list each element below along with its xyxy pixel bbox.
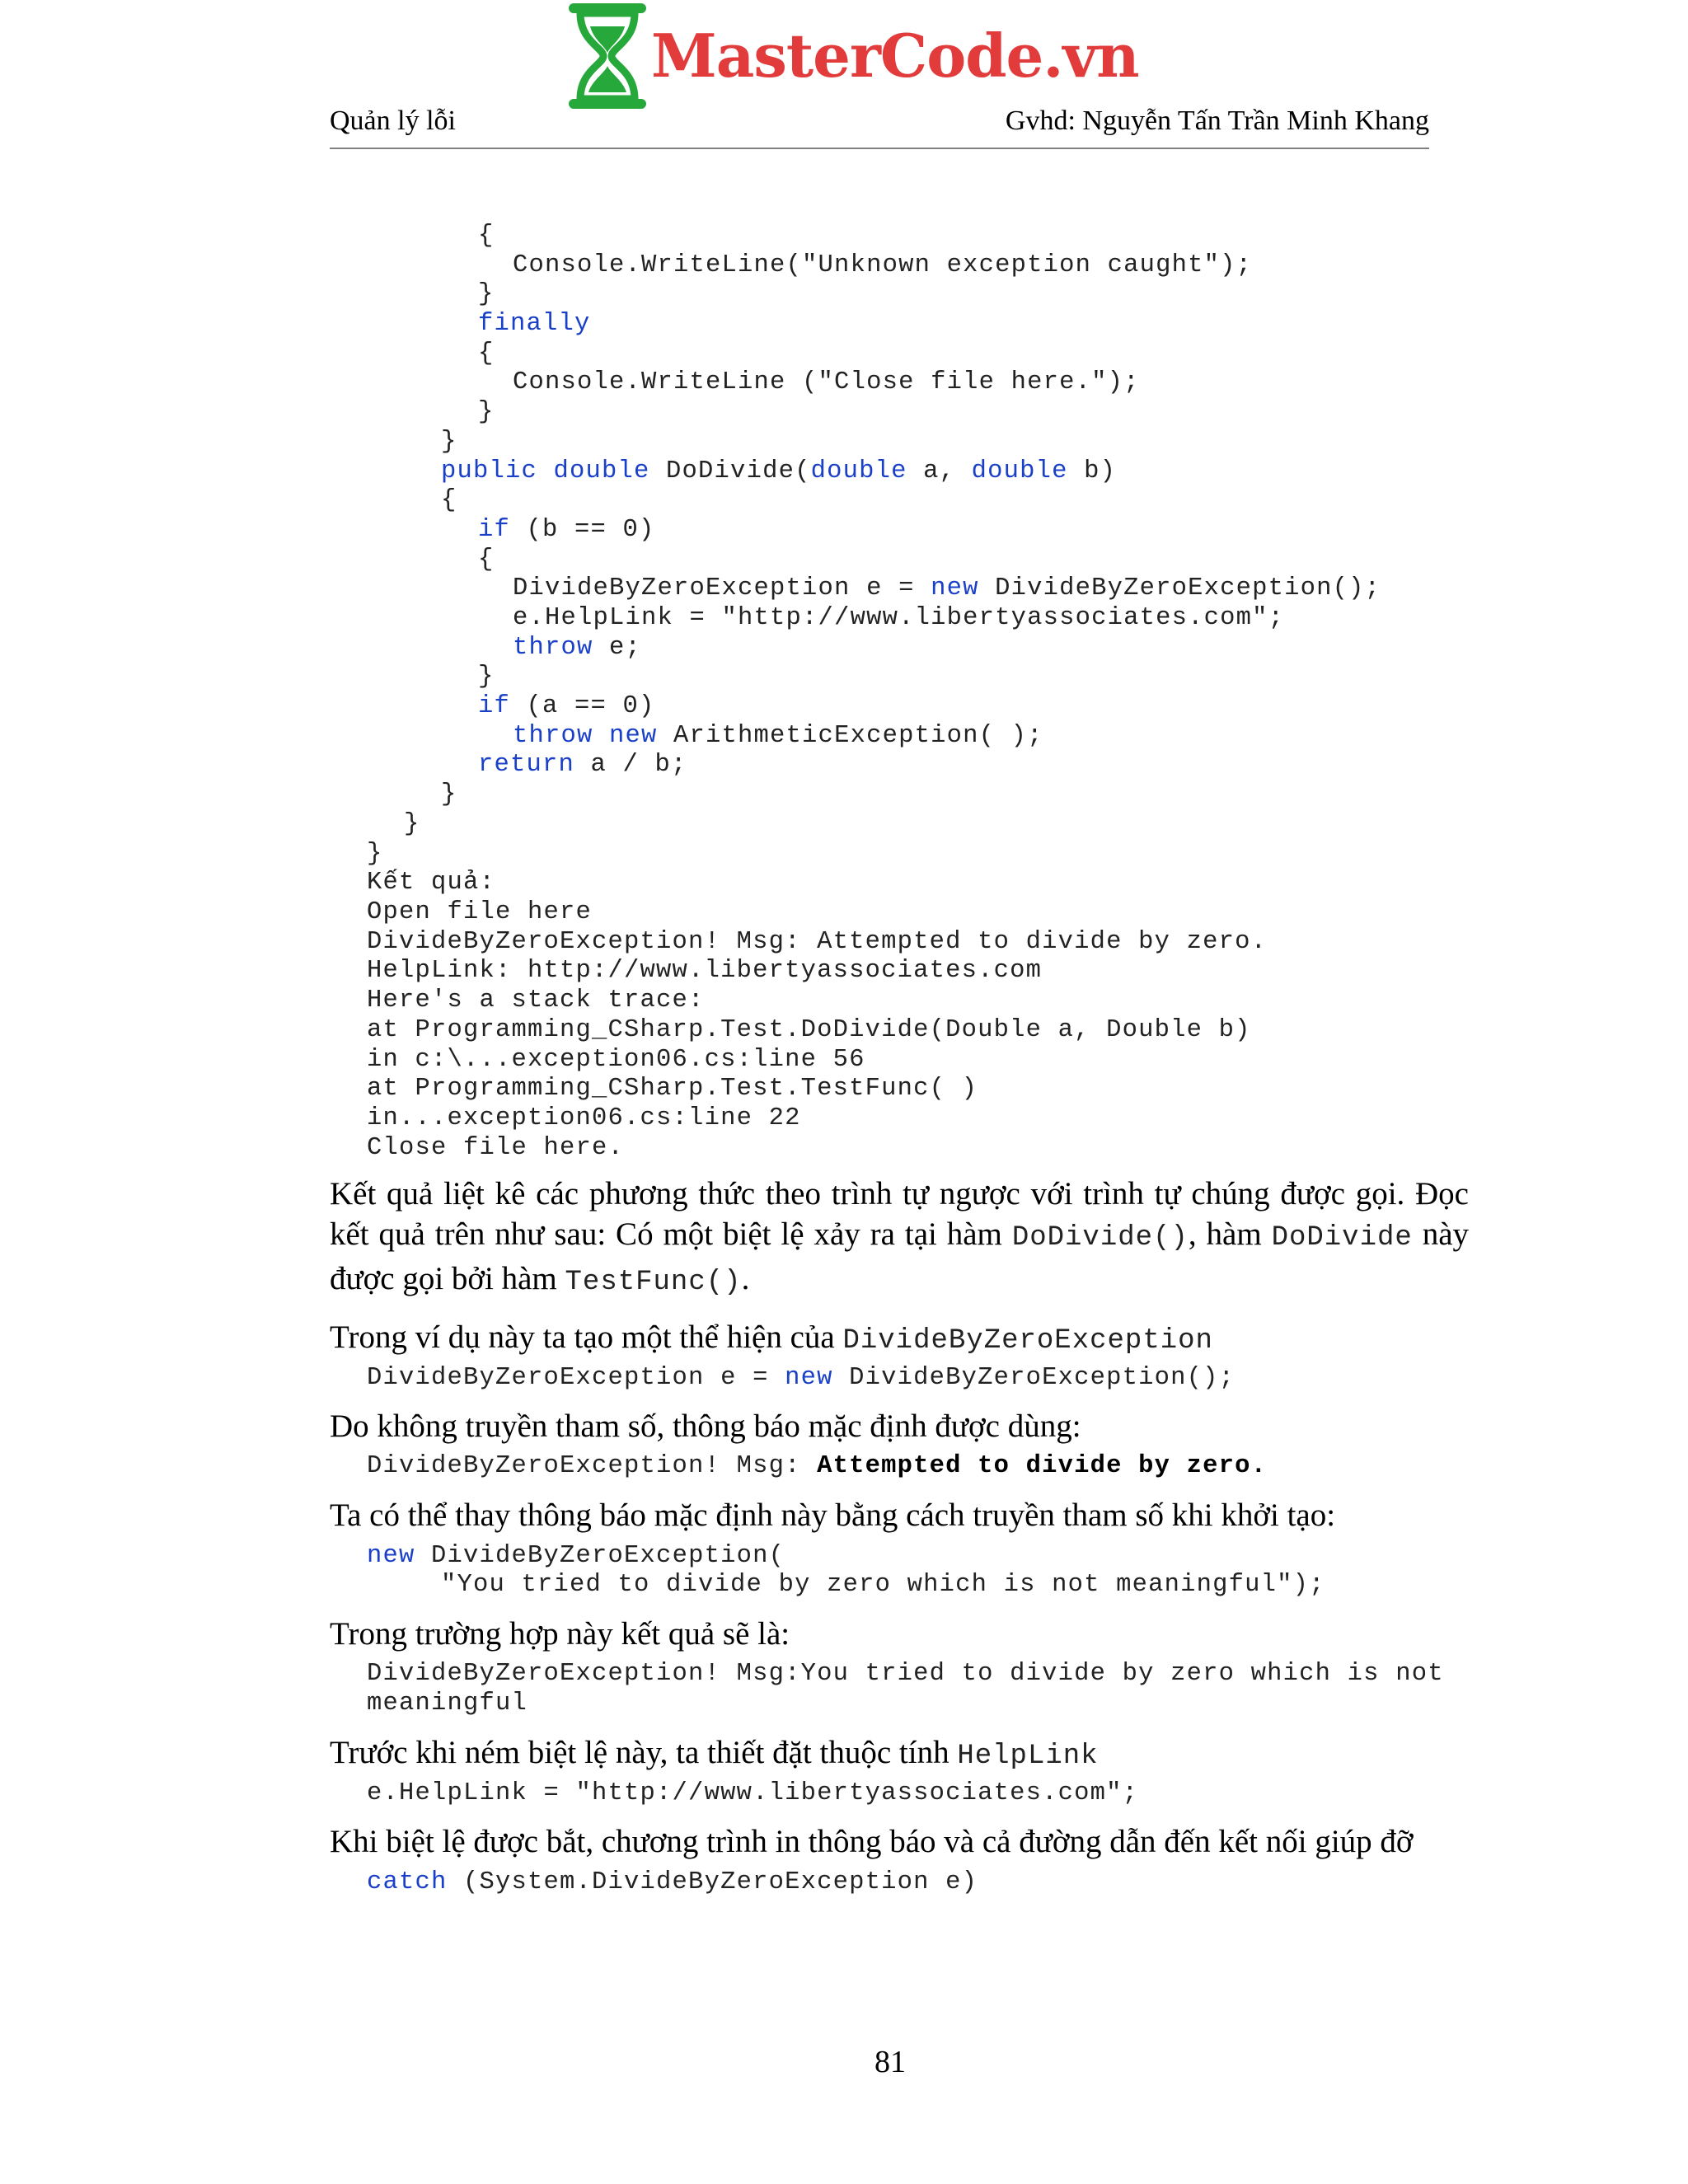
code-keyword: return [478,751,575,779]
inline-code: DoDivide() [1011,1222,1189,1254]
output-line: in...exception06.cs:line 22 [367,1104,801,1132]
output-line: in c:\...exception06.cs:line 56 [367,1046,865,1074]
code-line: } [478,280,495,308]
text: Trước khi ném biệt lệ này, ta thiết đặt thuộc tính [330,1735,958,1770]
code-text: (a == 0) [510,692,655,720]
code-keyword: public double [441,457,650,485]
code-keyword: new [931,574,979,602]
text: này được gọi bởi hàm [330,1216,1470,1296]
code-text: DivideByZeroException(); [978,574,1381,602]
output-line: Close file here. [367,1134,625,1162]
code-line [513,721,1043,751]
paragraph-explanation [330,1174,1469,1303]
code-line [513,574,1381,603]
code-line: e.HelpLink = "http://www.libertyassociates.com"; [367,1779,1139,1807]
code-line: { [478,222,495,250]
header-chapter-title: Quản lý lỗi [330,105,456,136]
paragraph-custom-message: Ta có thể thay thông báo mặc định này bằng cách truyền tham số khi khởi tạo: [330,1497,1336,1533]
code-keyword: new [785,1364,833,1392]
text: . [741,1261,750,1296]
code-line: } [478,398,495,426]
paragraph-example [330,1317,1467,1361]
output-line: Open file here [367,898,593,926]
header-divider [330,148,1429,149]
code-line [367,1868,978,1897]
code-keyword: throw [513,634,593,662]
code-line: } [404,810,420,838]
code-keyword: double [971,457,1068,485]
code-keyword: if [478,516,511,544]
code-keyword: catch [367,1868,448,1896]
code-text: b) [1067,457,1117,485]
inline-code: DivideByZeroException [842,1325,1213,1357]
code-text: (System.DivideByZeroException e) [447,1868,978,1896]
code-text: DivideByZeroException(); [832,1364,1236,1392]
output-line: at Programming_CSharp.Test.TestFunc( ) [367,1075,978,1103]
code-line: "You tried to divide by zero which is not meaningful"); [441,1571,1325,1599]
code-text: DivideByZeroException! Msg: [367,1452,818,1480]
code-line [441,457,1116,486]
code-line: e.HelpLink = "http://www.libertyassociates.com"; [513,604,1285,632]
output-line: at Programming_CSharp.Test.DoDivide(Double a, Double b) [367,1016,1251,1044]
code-text: a, [907,457,972,485]
code-keyword: double [810,457,907,485]
code-line: } [441,780,457,808]
code-text: (b == 0) [510,516,655,544]
code-line: } [367,840,383,868]
output-line: Kết quả: [367,869,496,897]
code-line: Console.WriteLine ("Close file here."); [513,368,1140,396]
code-line [478,515,655,545]
hourglass-icon [567,2,648,110]
code-line: finally [478,310,591,338]
code-line: DivideByZeroException! Msg:You tried to divide by zero which is not [367,1660,1444,1688]
code-line: { [478,340,495,368]
code-text: e; [593,634,642,662]
code-text: DoDivide( [649,457,811,485]
code-line [367,1451,1267,1481]
code-line: } [478,663,495,691]
code-line [478,750,687,780]
paragraph-catch: Khi biệt lệ được bắt, chương trình in thông báo và cả đường dẫn đến kết nối giúp đỡ [330,1824,1414,1859]
inline-code: TestFunc() [565,1267,742,1298]
code-line [513,633,641,663]
code-line [367,1363,1235,1393]
logo-text: MasterCode.vn [651,21,1139,91]
inline-code: HelpLink [957,1741,1099,1772]
header-instructor: Gvhd: Nguyễn Tấn Trần Minh Khang [1005,105,1429,136]
inline-code: DoDivide [1271,1222,1413,1254]
code-text: DivideByZeroException e = [513,574,931,602]
code-text: a / b; [574,751,687,779]
code-line: } [441,428,457,456]
code-text: ArithmeticException( ); [657,722,1043,750]
text: Trong ví dụ này ta tạo một thể hiện của [330,1319,843,1355]
paragraph-result: Trong trường hợp này kết quả sẽ là: [330,1616,790,1652]
code-line: meaningful [367,1690,528,1718]
code-text: DivideByZeroException e = [367,1364,785,1392]
paragraph-default-message: Do không truyền tham số, thông báo mặc định được dùng: [330,1408,1081,1444]
site-logo [567,0,1139,111]
code-keyword: throw new [513,722,658,750]
output-line: HelpLink: http://www.libertyassociates.com [367,957,1043,985]
code-line: { [478,546,495,574]
output-line: Here's a stack trace: [367,987,705,1015]
code-line [478,691,655,721]
code-line: Console.WriteLine("Unknown exception caught"); [513,251,1253,279]
page-number: 81 [874,2045,906,2079]
code-line: { [441,486,457,514]
code-keyword: new [367,1542,415,1570]
code-keyword: if [478,692,511,720]
paragraph-helplink [330,1732,1467,1777]
code-bold: Attempted to divide by zero. [817,1452,1268,1480]
text: Kết quả liệt kê các phương thức theo trình tự ngược với trình tự chúng được gọi. Đọc kết quả trên như sau: Có một biệt lệ xảy ra tại hàm [330,1176,1469,1252]
output-line: DivideByZeroException! Msg: Attempted to divide by zero. [367,928,1268,956]
code-line [367,1541,785,1571]
text: , hàm [1188,1216,1272,1252]
code-text: DivideByZeroException( [415,1542,785,1570]
